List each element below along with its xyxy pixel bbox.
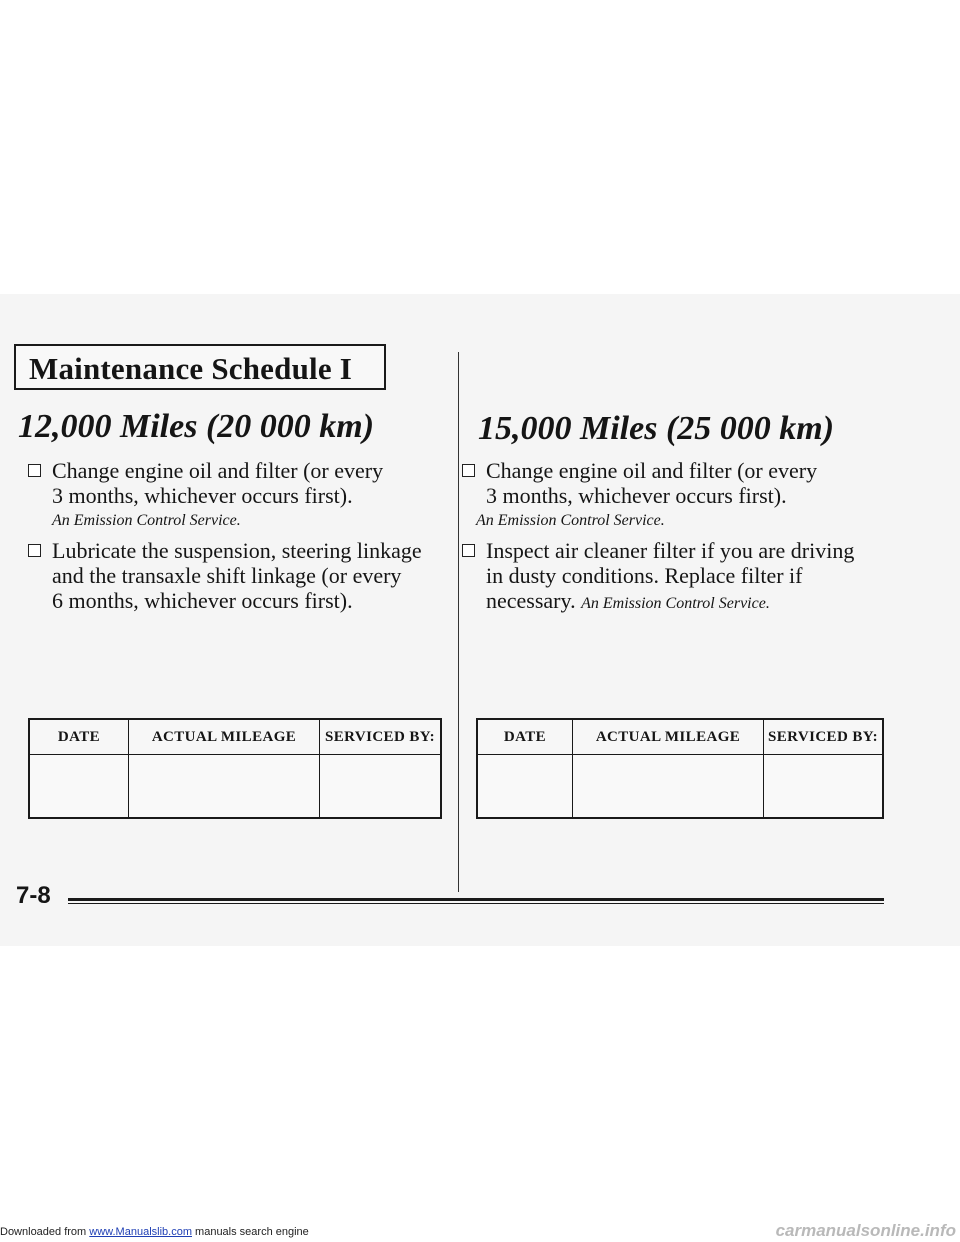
right-service-record-table <box>476 718 884 819</box>
footer-prefix: Downloaded from <box>0 1226 90 1238</box>
left-service-record-table <box>28 718 442 819</box>
left-item-oil-change <box>28 458 433 508</box>
column-divider <box>458 352 459 892</box>
manualslib-link[interactable]: www.Manualslib.com <box>89 1226 192 1238</box>
table-cell-mileage[interactable] <box>129 755 320 819</box>
item-text: 3 months, whichever occurs first). <box>52 483 353 508</box>
left-item-lubricate <box>28 538 448 613</box>
table-cell-date[interactable] <box>29 755 129 819</box>
section-header-title: Maintenance Schedule I <box>29 351 353 386</box>
item-text: 6 months, whichever occurs first). <box>52 588 353 613</box>
left-emission-note: An Emission Control Service. <box>52 512 241 529</box>
footer-suffix: manuals search engine <box>191 1226 309 1238</box>
table-header-mileage: ACTUAL MILEAGE <box>573 719 764 755</box>
checkbox-icon[interactable] <box>462 464 475 477</box>
table-cell-serviced-by[interactable] <box>764 755 884 819</box>
item-text: Change engine oil and filter (or every <box>52 458 384 483</box>
manual-page <box>0 294 960 946</box>
item-text: Change engine oil and filter (or every <box>486 458 818 483</box>
checkbox-icon[interactable] <box>462 544 475 557</box>
table-cell-serviced-by[interactable] <box>320 755 442 819</box>
table-header-mileage: ACTUAL MILEAGE <box>129 719 320 755</box>
left-section-title: 12,000 Miles (20 000 km) <box>18 408 375 445</box>
table-header-date: DATE <box>29 719 129 755</box>
section-header-box <box>14 344 386 390</box>
right-section-title: 15,000 Miles (25 000 km) <box>478 410 835 447</box>
table-cell-date[interactable] <box>477 755 573 819</box>
page-number: 7-8 <box>16 882 51 909</box>
item-text: Inspect air cleaner filter if you are driving <box>486 538 855 563</box>
download-footer <box>0 1226 309 1238</box>
right-item-oil-change <box>462 458 867 508</box>
item-text: 3 months, whichever occurs first). <box>486 483 787 508</box>
item-text: and the transaxle shift linkage (or every <box>52 563 402 588</box>
item-text: in dusty conditions. Replace filter if <box>486 563 803 588</box>
checkbox-icon[interactable] <box>28 464 41 477</box>
item-text: necessary. <box>486 588 576 613</box>
right-item-air-cleaner <box>462 538 882 616</box>
table-cell-mileage[interactable] <box>573 755 764 819</box>
table-header-date: DATE <box>477 719 573 755</box>
watermark-text: carmanualsonline.info <box>775 1221 956 1240</box>
footer-rule-thin <box>68 903 884 904</box>
right-emission-note-inline: An Emission Control Service. <box>581 595 770 612</box>
right-emission-note: An Emission Control Service. <box>476 512 665 529</box>
footer-rule <box>68 898 884 901</box>
table-header-serviced-by: SERVICED BY: <box>320 719 442 755</box>
item-text: Lubricate the suspension, steering linkage <box>52 538 422 563</box>
checkbox-icon[interactable] <box>28 544 41 557</box>
table-header-serviced-by: SERVICED BY: <box>764 719 884 755</box>
